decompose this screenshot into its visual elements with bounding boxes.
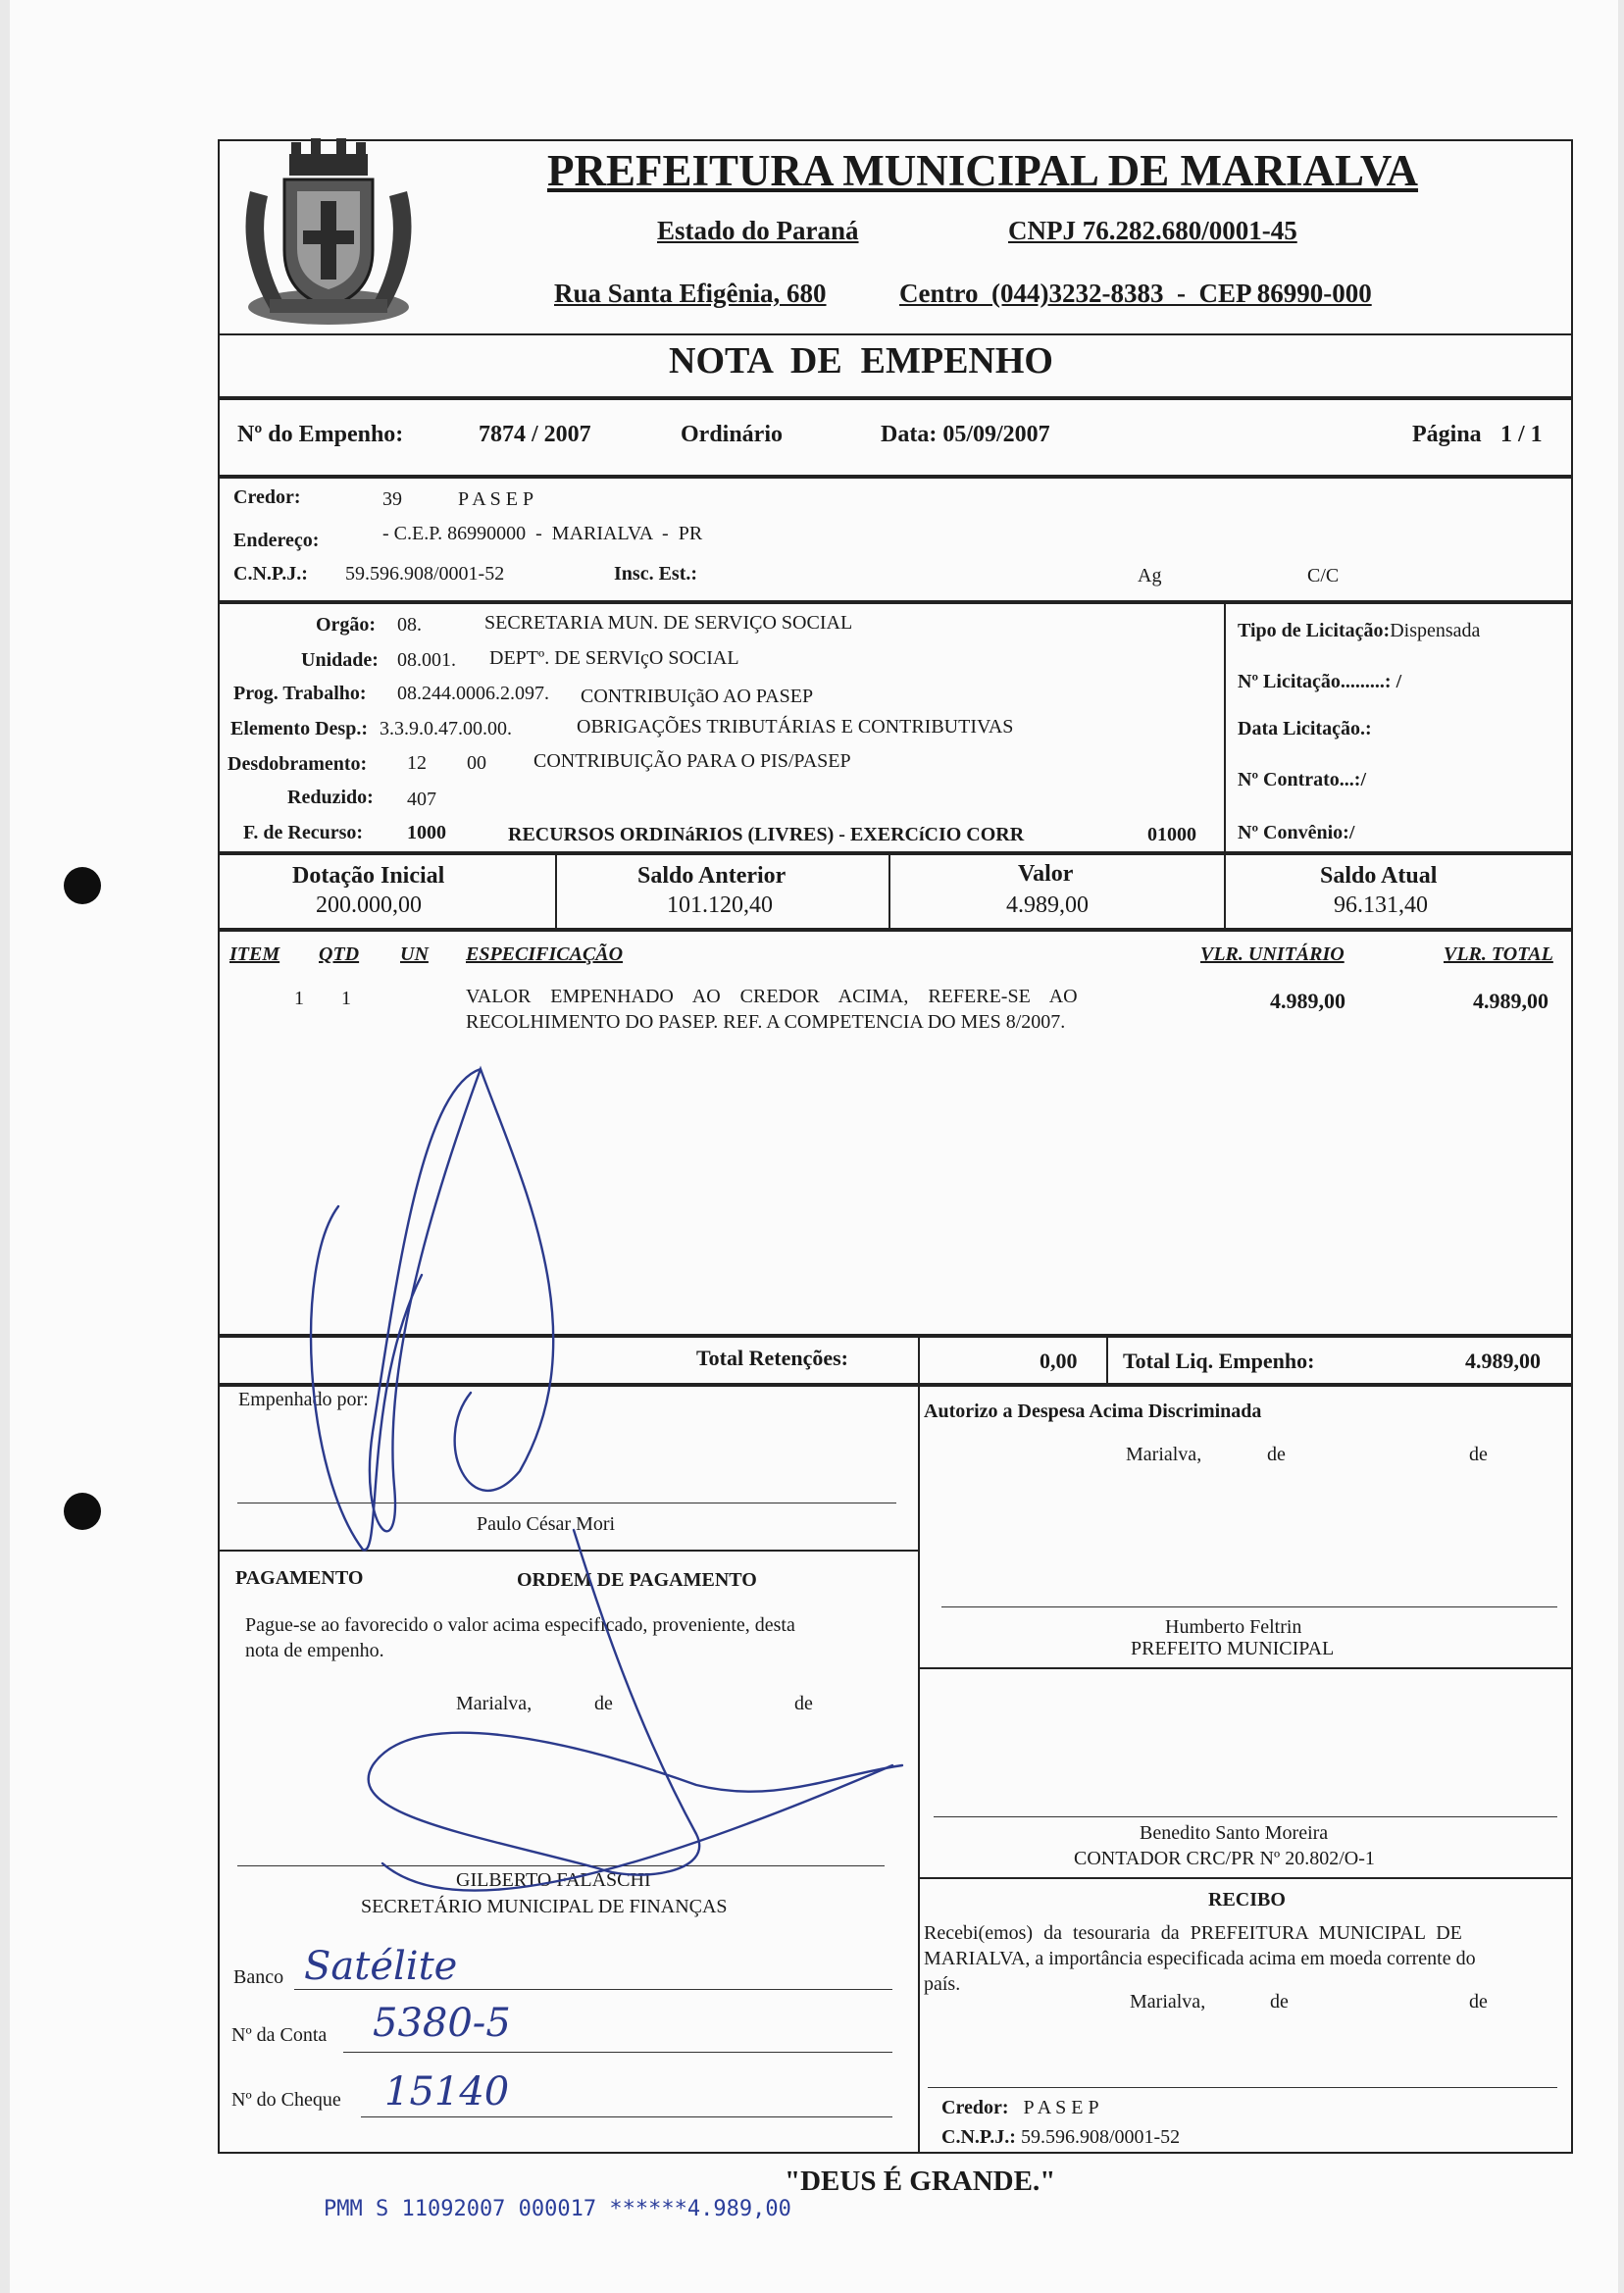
- prog-code: 08.244.0006.2.097.: [397, 683, 549, 704]
- recibo-credor: Credor: P A S E P: [941, 2097, 1099, 2118]
- doc-title: NOTA DE EMPENHO: [669, 340, 1053, 382]
- saldo-anterior-value: 101.120,40: [667, 892, 773, 918]
- punch-hole-top: [64, 867, 101, 904]
- empenhado-signer: Paulo César Mori: [477, 1513, 616, 1535]
- ag-label: Ag: [1138, 565, 1162, 586]
- liquido-label: Total Liq. Empenho:: [1123, 1349, 1315, 1373]
- conta-line: [343, 2052, 892, 2053]
- coat-of-arms-icon: [230, 132, 427, 333]
- valor-label: Valor: [1018, 861, 1074, 887]
- banco-line: [294, 1989, 892, 1990]
- retencoes-value: 0,00: [1040, 1349, 1078, 1373]
- dotacao-label: Dotação Inicial: [292, 863, 445, 889]
- ordem-pagamento-label: ORDEM DE PAGAMENTO: [517, 1569, 757, 1591]
- saldo-atual-value: 96.131,40: [1334, 892, 1428, 918]
- cc-label: C/C: [1307, 565, 1340, 586]
- payment-stamp: PMM S 11092007 000017 ******4.989,00: [324, 2197, 791, 2221]
- col-header-unit-value: VLR. UNITÁRIO: [1200, 943, 1345, 965]
- contador-name: Benedito Santo Moreira: [1140, 1822, 1329, 1844]
- reduzido-value: 407: [407, 789, 436, 810]
- empenhado-label: Empenhado por:: [238, 1389, 369, 1410]
- recurso-name: RECURSOS ORDINáRIOS (LIVRES) - EXERCíCIO CORR: [508, 824, 1025, 845]
- recibo-place: Marialva,: [1130, 1991, 1206, 2013]
- recibo-cnpj: C.N.P.J.: 59.596.908/0001-52: [941, 2126, 1181, 2148]
- orgao-name: SECRETARIA MUN. DE SERVIÇO SOCIAL: [484, 612, 853, 634]
- insc-label: Insc. Est.:: [614, 563, 698, 585]
- prefeito-role: PREFEITO MUNICIPAL: [1131, 1638, 1335, 1659]
- col-header-un: UN: [400, 943, 429, 965]
- page-label: Página: [1412, 422, 1482, 447]
- row-total-value: 4.989,00: [1473, 989, 1548, 1013]
- pagamento-text-line2: nota de empenho.: [245, 1640, 384, 1661]
- row-unit-value: 4.989,00: [1270, 989, 1345, 1013]
- credor-cnpj-label: C.N.P.J.:: [233, 563, 308, 585]
- col-header-spec: ESPECIFICAÇÃO: [466, 943, 624, 965]
- liquido-value: 4.989,00: [1465, 1349, 1541, 1373]
- empenho-number-label: Nº do Empenho:: [237, 422, 404, 447]
- recurso-code2: 01000: [1147, 824, 1196, 845]
- autorizo-label: Autorizo a Despesa Acima Discriminada: [924, 1401, 1262, 1422]
- pagamento-de2: de: [794, 1693, 813, 1714]
- header-title: PREFEITURA MUNICIPAL DE MARIALVA: [547, 146, 1419, 195]
- secretario-name: GILBERTO FALASCHI: [456, 1869, 651, 1891]
- totals-row: [218, 1336, 1573, 1385]
- recibo-line3: país.: [924, 1973, 961, 1995]
- elemento-name: OBRIGAÇÕES TRIBUTÁRIAS E CONTRIBUTIVAS: [577, 716, 1014, 738]
- recibo-line2: MARIALVA, a importância especificada acima em moeda corrente do: [924, 1948, 1476, 1969]
- prog-label: Prog. Trabalho:: [233, 683, 367, 704]
- row-item: 1: [294, 988, 304, 1009]
- desdobramento-label: Desdobramento:: [228, 753, 368, 775]
- autorizo-de2: de: [1469, 1444, 1488, 1465]
- col-header-item: ITEM: [229, 943, 280, 965]
- unidade-label: Unidade:: [301, 649, 379, 671]
- pagamento-de1: de: [594, 1693, 613, 1714]
- saldo-anterior-label: Saldo Anterior: [637, 863, 787, 889]
- recibo-line1: Recebi(emos) da tesouraria da PREFEITURA MUNICIPAL DE: [924, 1922, 1462, 1944]
- empenho-type: Ordinário: [681, 422, 784, 447]
- pagamento-text-line1: Pague-se ao favorecido o valor acima especificado, proveniente, desta: [245, 1614, 795, 1636]
- saldo-atual-label: Saldo Atual: [1320, 863, 1438, 889]
- contador-role: CONTADOR CRC/PR Nº 20.802/O-1: [1074, 1848, 1375, 1869]
- contador-signature-line: [934, 1816, 1557, 1817]
- recurso-code: 1000: [407, 822, 446, 843]
- licitacao-convenio: Nº Convênio:/: [1238, 822, 1355, 843]
- page-value: 1 / 1: [1500, 422, 1543, 447]
- orgao-label: Orgão:: [316, 614, 377, 636]
- header-contact: Centro (044)3232-8383 - CEP 86990-000: [899, 279, 1372, 308]
- footer-motto: "DEUS É GRANDE.": [785, 2166, 1056, 2197]
- col-header-qtd: QTD: [319, 943, 360, 965]
- credor-label: Credor:: [233, 486, 301, 508]
- credor-code: 39: [382, 488, 402, 510]
- licitacao-numero: Nº Licitação.........: /: [1238, 671, 1402, 692]
- cheque-value: 15140: [384, 2069, 510, 2115]
- valor-value: 4.989,00: [1006, 892, 1089, 918]
- prefeito-signature-line: [941, 1606, 1557, 1607]
- elemento-code: 3.3.9.0.47.00.00.: [380, 718, 512, 739]
- desdobramento-name: CONTRIBUIÇÃO PARA O PIS/PASEP: [533, 750, 851, 772]
- punch-hole-bottom: [64, 1493, 101, 1530]
- cheque-line: [361, 2116, 892, 2117]
- secretario-role: SECRETÁRIO MUNICIPAL DE FINANÇAS: [361, 1896, 728, 1917]
- col-header-total-value: VLR. TOTAL: [1444, 943, 1553, 965]
- banco-label: Banco: [233, 1966, 284, 1988]
- secretario-signature-line: [237, 1865, 885, 1866]
- conta-label: Nº da Conta: [231, 2024, 328, 2046]
- recibo-title: RECIBO: [1208, 1889, 1286, 1911]
- recibo-de1: de: [1270, 1991, 1289, 2013]
- retencoes-label: Total Retenções:: [696, 1346, 848, 1370]
- prefeito-name: Humberto Feltrin: [1165, 1616, 1302, 1638]
- recibo-signature-line: [928, 2087, 1557, 2088]
- empenho-number: 7874 / 2007: [479, 422, 591, 447]
- licitacao-tipo: Tipo de Licitação:Dispensada: [1238, 620, 1481, 641]
- unidade-name: DEPTº. DE SERVIçO SOCIAL: [489, 647, 739, 669]
- elemento-label: Elemento Desp.:: [230, 718, 368, 739]
- recibo-de2: de: [1469, 1991, 1488, 2013]
- header-state: Estado do Paraná: [657, 216, 859, 245]
- cheque-label: Nº do Cheque: [231, 2089, 341, 2111]
- pagamento-label: PAGAMENTO: [235, 1567, 364, 1589]
- header-street: Rua Santa Efigênia, 680: [554, 279, 827, 308]
- recurso-label: F. de Recurso:: [243, 822, 364, 843]
- orgao-code: 08.: [397, 614, 422, 636]
- address-label: Endereço:: [233, 530, 320, 551]
- header-cnpj: CNPJ 76.282.680/0001-45: [1008, 216, 1297, 245]
- address-value: - C.E.P. 86990000 - MARIALVA - PR: [382, 523, 703, 544]
- row-qtd: 1: [341, 988, 351, 1009]
- desdobramento-code: 12: [407, 752, 427, 774]
- document-page: [10, 0, 1618, 2293]
- credor-name: P A S E P: [458, 488, 534, 510]
- row-spec-line2: RECOLHIMENTO DO PASEP. REF. A COMPETENCIA DO MES 8/2007.: [466, 1011, 1066, 1033]
- desdobramento-sub: 00: [467, 752, 486, 774]
- autorizo-place: Marialva,: [1126, 1444, 1202, 1465]
- licitacao-contrato: Nº Contrato...:/: [1238, 769, 1367, 790]
- reduzido-label: Reduzido:: [287, 787, 374, 808]
- licitacao-data: Data Licitação.:: [1238, 718, 1372, 739]
- credor-cnpj-value: 59.596.908/0001-52: [345, 563, 505, 585]
- row-spec-line1: VALOR EMPENHADO AO CREDOR ACIMA, REFERE-SE AO: [466, 986, 1078, 1007]
- conta-value: 5380-5: [373, 2001, 511, 2046]
- autorizo-de1: de: [1267, 1444, 1286, 1465]
- prog-name: CONTRIBUIçãO AO PASEP: [581, 686, 814, 707]
- banco-value: Satélite: [304, 1944, 458, 1989]
- pagamento-place: Marialva,: [456, 1693, 533, 1714]
- empenho-date: Data: 05/09/2007: [881, 422, 1050, 447]
- unidade-code: 08.001.: [397, 649, 456, 671]
- dotacao-value: 200.000,00: [316, 892, 422, 918]
